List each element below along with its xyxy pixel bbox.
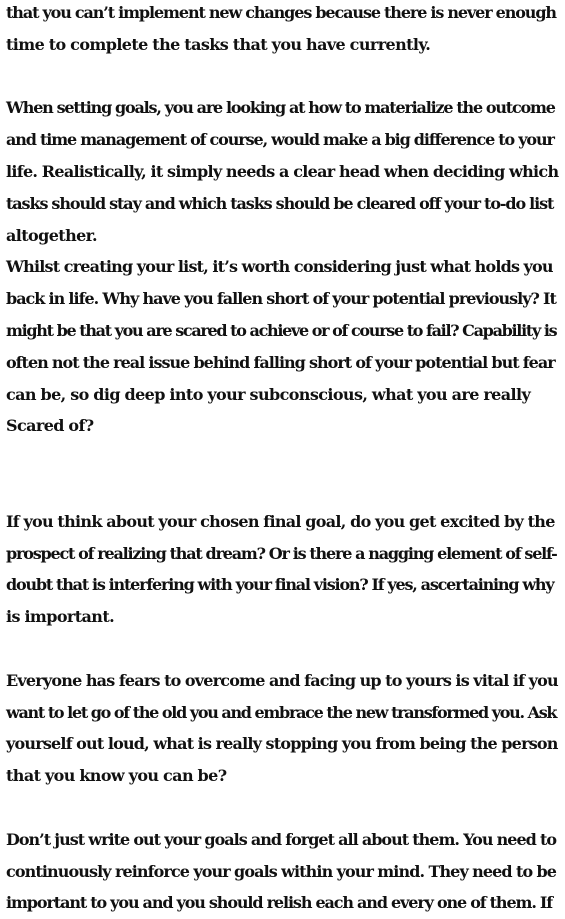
text-line: Whilst creating your list, it’s worth considering just what holds you <box>6 257 553 277</box>
text-line: Scared of? <box>6 416 94 436</box>
text-line: important to you and you should relish each and every one of them. If <box>6 893 553 913</box>
text-line: life. Realistically, it simply needs a clear head when deciding which <box>6 161 559 181</box>
text-line: continuously reinforce your goals within your mind. They need to be <box>6 861 557 881</box>
paragraph-4 <box>6 506 558 633</box>
paragraph-spacer <box>6 633 558 665</box>
text-line: and time management of course, would make a big difference to your <box>6 130 554 150</box>
text-line: If you think about your chosen final goal, do you get excited by the <box>6 511 555 531</box>
text-line: back in life. Why have you fallen short of your potential previously? It <box>6 289 556 309</box>
text-line: doubt that is interfering with your final vision? If yes, ascertaining why <box>6 575 554 595</box>
text-line: yourself out loud, what is really stopping you from being the person <box>6 734 558 754</box>
paragraph-6 <box>6 824 558 919</box>
text-line: Don’t just write out your goals and forget all about them. You need to <box>6 829 557 849</box>
text-line: want to let go of the old you and embrace the new transformed you. Ask <box>6 702 557 722</box>
paragraph-spacer <box>6 442 558 506</box>
text-line: is important. <box>6 607 115 627</box>
paragraph-spacer <box>6 61 558 93</box>
text-line: can be, so dig deep into your subconscious, what you are really <box>6 384 531 404</box>
text-line: that you can’t implement new changes because there is never enough <box>6 3 556 22</box>
text-line: time to complete the tasks that you have currently. <box>6 34 431 54</box>
text-line: Everyone has fears to overcome and facing up to yours is vital if you <box>6 670 558 690</box>
paragraph-2 <box>6 92 558 251</box>
document-page <box>6 0 558 919</box>
paragraph-1 <box>6 0 558 61</box>
paragraph-3 <box>6 251 558 442</box>
text-line: altogether. <box>6 225 98 245</box>
text-line: When setting goals, you are looking at how to materialize the outcome <box>6 98 555 118</box>
text-line: might be that you are scared to achieve or of course to fail? Capability is <box>6 320 557 340</box>
text-line: prospect of realizing that dream? Or is there a nagging element of self- <box>6 543 557 563</box>
paragraph-5 <box>6 665 558 792</box>
paragraph-spacer <box>6 792 558 824</box>
text-line: tasks should stay and which tasks should be cleared off your to-do list <box>6 193 554 213</box>
text-line: that you know you can be? <box>6 766 227 786</box>
text-line: often not the real issue behind falling short of your potential but fear <box>6 352 555 372</box>
